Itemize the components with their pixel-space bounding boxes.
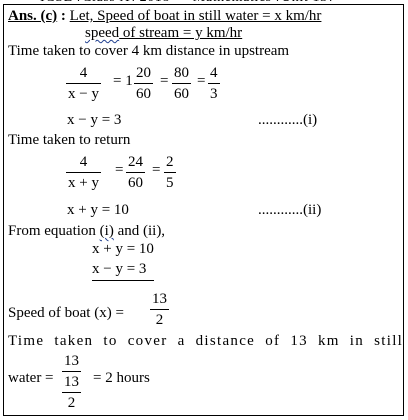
inner-numerator: 13 [64,374,79,390]
speed-fraction [150,291,169,328]
speed-label: Speed of boat (x) = [8,305,124,321]
fraction-bar [66,83,101,84]
fraction-bar [126,172,145,173]
numerator: 20 [136,65,151,81]
numerator: 4 [79,65,88,81]
from-equation-line [8,223,165,240]
equals-sign: = [115,162,124,178]
stream-statement: of stream = y km/hr [119,25,243,41]
fraction-80-over-60 [172,65,191,102]
fraction-4-over-x-minus-y [66,65,101,102]
fraction-bar [134,83,153,84]
water-label: water = [8,370,54,386]
answer-box [3,4,404,416]
fraction-2-over-5 [164,154,176,191]
let-statement: Let, Speed of boat in still water = x km/hr [69,8,322,24]
equals-sign: = [160,73,169,89]
equation-i-ref: (i) [99,223,114,239]
denominator: 2 [155,312,164,328]
stream-word: speed [85,25,120,41]
inner-denominator: 2 [67,395,76,411]
equals-one: = 1 [113,73,133,89]
stream-line [85,25,242,42]
numerator: 24 [128,154,143,170]
equation-i-tag: ............(i) [258,112,318,128]
equation-i: x − y = 3 [67,112,122,128]
numerator: 4 [79,154,88,170]
denominator: 5 [166,175,174,191]
numerator: 2 [166,154,174,170]
inner-fraction [62,374,81,411]
answer-label: Ans. (c) [8,8,58,24]
fraction-4-over-3 [208,65,220,102]
fraction-bar [172,83,191,84]
fraction-bar [164,172,176,173]
from-equation-text: From equation [8,223,96,239]
denominator: 3 [210,86,218,102]
fraction-24-over-60 [126,154,145,191]
fraction-bar [208,83,220,84]
from-equation-rest: and (ii), [113,223,166,239]
difference-equation: x − y = 3 [92,261,154,281]
numerator: 80 [174,65,189,81]
cut-off-header [0,0,408,1]
denominator: 60 [128,175,143,191]
sum-equation: x + y = 10 [92,241,154,257]
denominator: x + y [68,175,99,191]
fraction-4-over-x-plus-y [66,154,101,191]
fraction-bar [66,172,101,173]
answer-colon: : [57,8,66,24]
equals-sign: = [152,162,161,178]
upstream-title: Time taken to cover 4 km distance in upstream [8,43,290,59]
return-title: Time taken to return [8,132,131,148]
denominator: 60 [174,86,189,102]
fraction-bar [150,309,169,310]
still-water-line: Time taken to cover a distance of 13 km in still [8,333,404,349]
answer-line [8,8,321,25]
equals-sign: = [197,73,206,89]
compound-fraction [62,353,81,411]
numerator: 13 [64,353,79,369]
denominator: 60 [136,86,151,102]
fraction-20-over-60 [134,65,153,102]
water-result: = 2 hours [93,370,150,386]
fraction-bar [62,371,81,372]
numerator: 4 [210,65,218,81]
equation-ii-tag: ............(ii) [258,202,322,218]
inner-fraction-bar [62,392,81,393]
denominator: x − y [68,86,99,102]
header-text [40,0,333,1]
numerator: 13 [152,291,167,307]
equation-ii: x + y = 10 [67,202,129,218]
